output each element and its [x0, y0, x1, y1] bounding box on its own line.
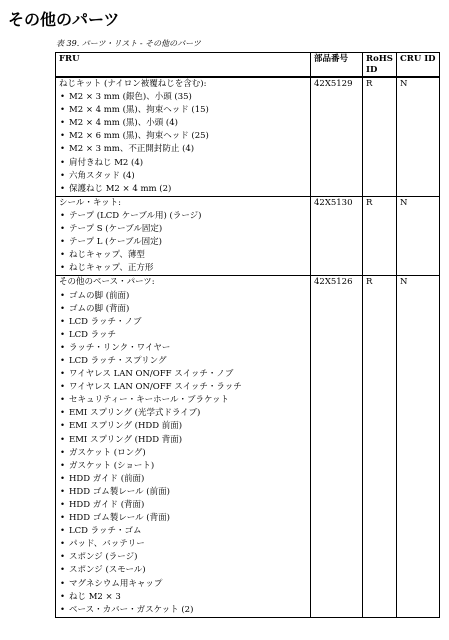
- list-item: • マグネシウム用キャップ: [59, 578, 307, 591]
- parts-table-body: [56, 77, 440, 617]
- list-item: • HDD ガイド (前面): [59, 473, 307, 486]
- item-list: [59, 290, 307, 617]
- list-item: • LCD ラッチ: [59, 329, 307, 342]
- list-item: • ゴムの脚 (前面): [59, 290, 307, 303]
- cru-id-cell: N: [397, 276, 440, 617]
- item-list: [59, 91, 307, 196]
- header-cru-id: CRU ID: [397, 53, 440, 78]
- list-item: • ゴムの脚 (背面): [59, 303, 307, 316]
- list-item: • ガスケット (ロング): [59, 447, 307, 460]
- list-item: • ワイヤレス LAN ON/OFF スイッチ・ノブ: [59, 368, 307, 381]
- list-item: • HDD ガイド (背面): [59, 499, 307, 512]
- list-item: • EMI スプリング (HDD 背面): [59, 434, 307, 447]
- list-item: • テープ L (ケーブル固定): [59, 236, 307, 249]
- list-item: • M2 × 6 mm (黒)、拘束ヘッド (25): [59, 130, 307, 143]
- part-number-cell: 42X5126: [311, 276, 363, 617]
- group-title: シール・キット:: [59, 197, 122, 208]
- list-item: • ラッチ・リンク・ワイヤー: [59, 342, 307, 355]
- list-item: • テープ S (ケーブル固定): [59, 223, 307, 236]
- rohs-id-cell: R: [363, 196, 397, 276]
- header-rohs-id: RoHS ID: [363, 53, 397, 78]
- list-item: • ベース・カバー・ガスケット (2): [59, 604, 307, 617]
- page-heading: その他のパーツ: [8, 10, 120, 29]
- list-item: • ねじキャップ、正方形: [59, 262, 307, 275]
- list-item: • 保護ねじ M2 × 4 mm (2): [59, 183, 307, 196]
- header-part-number: 部品番号: [311, 53, 363, 78]
- list-item: • 肩付きねじ M2 (4): [59, 157, 307, 170]
- list-item: • セキュリティー・キーホール・ブラケット: [59, 394, 307, 407]
- fru-cell: [56, 77, 311, 196]
- list-item: • LCD ラッチ・ゴム: [59, 525, 307, 538]
- list-item: • テープ (LCD ケーブル用) (ラージ): [59, 210, 307, 223]
- list-item: • M2 × 4 mm (黒)、拘束ヘッド (15): [59, 104, 307, 117]
- list-item: • HDD ゴム製レール (前面): [59, 486, 307, 499]
- table-row: [56, 196, 440, 276]
- list-item: • EMI スプリング (光学式ドライブ): [59, 407, 307, 420]
- list-item: • 六角スタッド (4): [59, 170, 307, 183]
- list-item: • パッド、バッテリー: [59, 538, 307, 551]
- list-item: • ねじ M2 × 3: [59, 591, 307, 604]
- table-header-row: [56, 53, 440, 78]
- parts-list-table: [55, 52, 440, 618]
- group-title: その他のベース・パーツ:: [59, 277, 155, 288]
- group-title: ねじキット (ナイロン被覆ねじを含む):: [59, 79, 207, 89]
- list-item: • LCD ラッチ・ノブ: [59, 316, 307, 329]
- table-row: [56, 77, 440, 196]
- table-caption: 表 39. パーツ・リスト ‐ その他のパーツ: [56, 39, 201, 48]
- rohs-id-cell: R: [363, 77, 397, 196]
- list-item: • スポンジ (スモール): [59, 564, 307, 577]
- fru-cell: [56, 276, 311, 617]
- list-item: • ねじキャップ、薄型: [59, 249, 307, 262]
- part-number-cell: 42X5129: [311, 77, 363, 196]
- fru-cell: [56, 196, 311, 276]
- list-item: • ワイヤレス LAN ON/OFF スイッチ・ラッチ: [59, 381, 307, 394]
- list-item: • HDD ゴム製レール (背面): [59, 512, 307, 525]
- header-fru: FRU: [56, 53, 311, 78]
- table-row: [56, 276, 440, 617]
- part-number-cell: 42X5130: [311, 196, 363, 276]
- list-item: • スポンジ (ラージ): [59, 551, 307, 564]
- rohs-id-cell: R: [363, 276, 397, 617]
- list-item: • LCD ラッチ・スプリング: [59, 355, 307, 368]
- list-item: • ガスケット (ショート): [59, 460, 307, 473]
- list-item: • M2 × 3 mm (銀色)、小頭 (35): [59, 91, 307, 104]
- list-item: • EMI スプリング (HDD 前面): [59, 420, 307, 433]
- cru-id-cell: N: [397, 77, 440, 196]
- list-item: • M2 × 4 mm (黒)、小頭 (4): [59, 117, 307, 130]
- item-list: [59, 210, 307, 275]
- cru-id-cell: N: [397, 196, 440, 276]
- list-item: • M2 × 3 mm、不正開封防止 (4): [59, 143, 307, 156]
